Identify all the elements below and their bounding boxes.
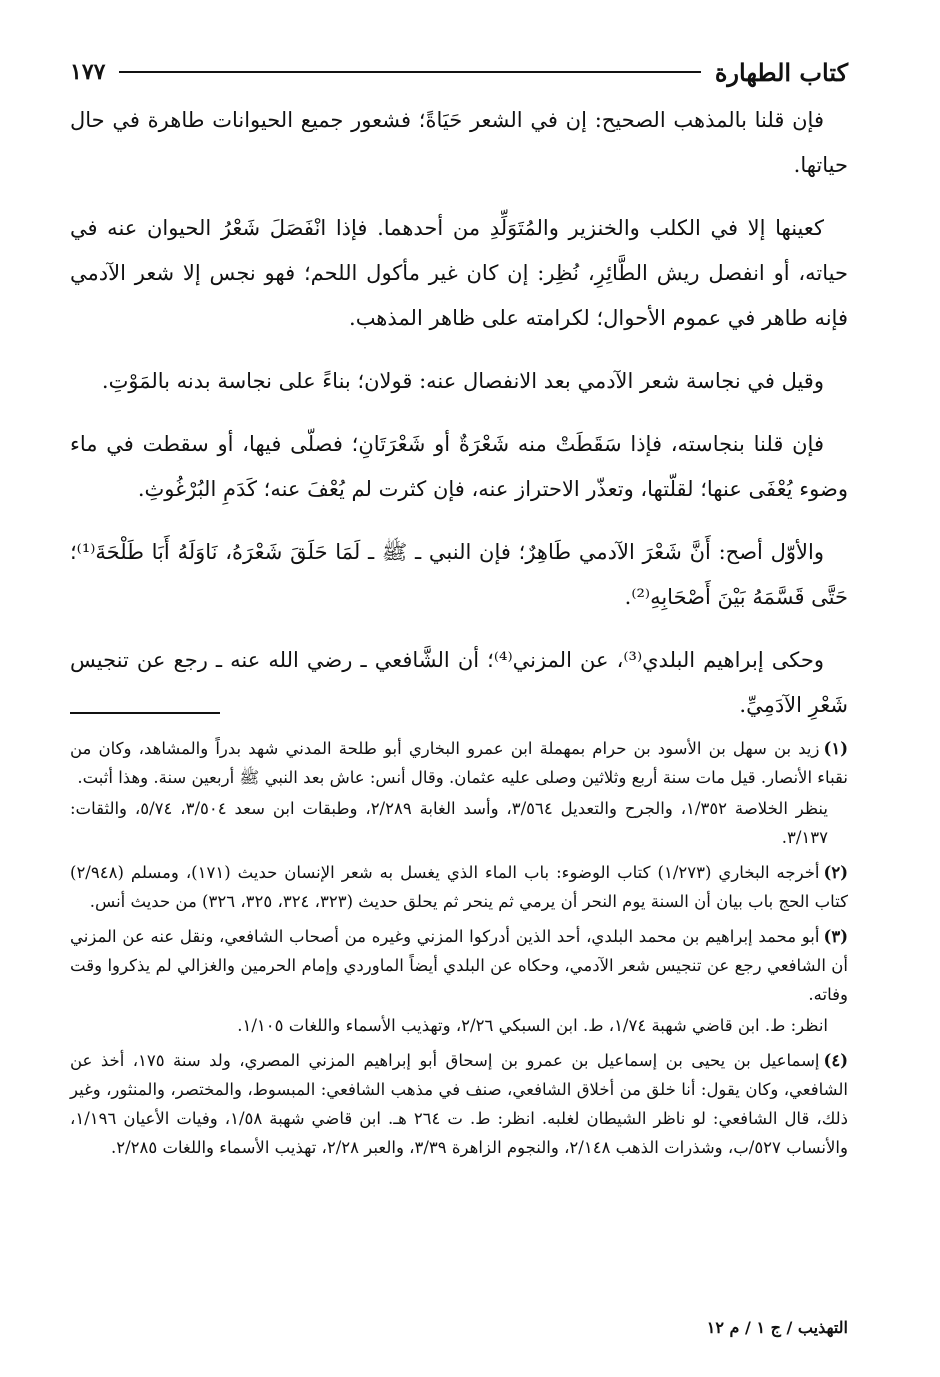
footnote-text: أبو محمد إبراهيم بن محمد البلدي، أحد الذين أدركوا المزني وغيره من أصحاب الشافعي، ونقل عنه عن المزني أن الشافعي رجع عن تنجيس شعر الآدمي، وحكاه عن البلدي أيضاً الماوردي وإمام الحرمين والغزالي لم يذكروا وقت وفاته. [70,927,848,1004]
footnote-reference: ينظر الخلاصة ١/٣٥٢، والجرح والتعديل ٣/٥٦٤، وأسد الغابة ٢/٢٨٩، وطبقات ابن سعد ٣/٥٠٤، ٥/٧٤، والثقات: ٣/١٣٧. [70,799,828,847]
footnotes [70,734,848,1168]
main-text [70,98,848,746]
paragraph: والأوّل أصح: أَنَّ شَعْرَ الآدمي طَاهِرٌ؛ فإن النبي ـ ﷺ ـ لَمَا حَلَقَ شَعْرَهُ، نَاوَلَهُ أَبَا طَلْحَةَ⁽¹⁾؛ حَتَّى قَسَّمَهُ بَيْنَ أَصْحَابِهِ⁽²⁾. [70,540,848,609]
footnote-number: (٣) [823,927,848,946]
paragraph: كعينها إلا في الكلب والخنزير والمُتَوَلِّدِ من أحدهما. فإذا انْفَصَلَ شَعْرُ الحيوان عنه في حياته، أو انفصل ريش الطَّائِرِ، نُظِر: إن كان غير مأكول اللحم؛ فهو نجس إلا شعر الآدمي فإنه طاهر في عموم الأحوال؛ لكرامته على ظاهر المذهب. [70,216,848,330]
footnote-separator [70,712,220,714]
footnote-3 [70,922,848,1040]
paragraph: وحكى إبراهيم البلدي⁽³⁾، عن المزني⁽⁴⁾؛ أن الشَّافعي ـ رضي الله عنه ـ رجع عن تنجيس شَعْرِ الآدَمِيِّ. [70,648,848,717]
footnote-number: (٤) [823,1051,848,1070]
footnote-2 [70,858,848,916]
page [70,0,848,1377]
running-header [70,52,848,92]
footnote-text: إسماعيل بن يحيى بن إسماعيل بن عمرو بن إسحاق أبو إبراهيم المزني المصري، ولد سنة ١٧٥، أخذ عن الشافعي، وكان يقول: أنا خلق من أخلاق الشافعي، صنف في مذهب الشافعي: المبسوط، والمختصر، والمنثور، وغير ذلك، قال الشافعي: لو ناظر الشيطان لغلبه. انظر: ط. ت ٢٦٤ هـ. ابن قاضي شهبة ١/٥٨، وفيات الأعيان ١/١٩٦، والأنساب ٥٢٧/ب، وشذرات الذهب ٢/١٤٨، والنجوم الزاهرة ٣/٣٩، والعبر ٢/٢٨، تهذيب الأسماء واللغات ٢/٢٨٥. [70,1051,848,1157]
footnote-reference: انظر: ط. ابن قاضي شهبة ١/٧٤، ط. ابن السبكي ٢/٢٦، وتهذيب الأسماء واللغات ١/١٠٥. [237,1016,828,1035]
paragraph: فإن قلنا بنجاسته، فإذا سَقَطَتْ منه شَعْرَةٌ أو شَعْرَتَانِ؛ فصلّى فيها، أو سقطت في ماء وضوء يُعْفَى عنها؛ لقلّتها، وتعذّر الاحتراز عنه، فإن كثرت لم يُعْفَ عنه؛ كَدَمِ البُرْغُوثِ. [70,432,848,501]
paragraph: فإن قلنا بالمذهب الصحيح: إن في الشعر حَيَاةً؛ فشعور جميع الحيوانات طاهرة في حال حياتها. [70,108,848,177]
signature-mark: التهذيب / ج ١ / م ١٢ [706,1318,848,1337]
paragraph: وقيل في نجاسة شعر الآدمي بعد الانفصال عنه: قولان؛ بناءً على نجاسة بدنه بالمَوْتِ. [101,369,824,393]
header-rule [119,71,700,73]
chapter-title: كتاب الطهارة [714,57,848,87]
footnote-4 [70,1046,848,1162]
footnote-number: (١) [823,739,848,758]
page-number: ١٧٧ [70,59,106,85]
footnote-1 [70,734,848,852]
footnote-number: (٢) [823,863,848,882]
footnote-text: زيد بن سهل بن الأسود بن حرام بمهملة ابن عمرو البخاري أبو طلحة المدني شهد بدراً والمشاهد، وكان من نقباء الأنصار. قيل مات سنة أربع وثلاثين وصلى عليه عثمان. وقال أنس: عاش بعد النبي ﷺ أربعين سنة. وهذا أثبت. [70,739,848,787]
footnote-text: أخرجه البخاري (١/٢٧٣) كتاب الوضوء: باب الماء الذي يغسل به شعر الإنسان حديث (١٧١)، ومسلم (٢/٩٤٨) كتاب الحج باب بيان أن السنة يوم النحر أن يرمي ثم ينحر ثم يحلق حديث (٣٢٣، ٣٢٤، ٣٢٥، ٣٢٦) من حديث أنس. [70,863,848,911]
